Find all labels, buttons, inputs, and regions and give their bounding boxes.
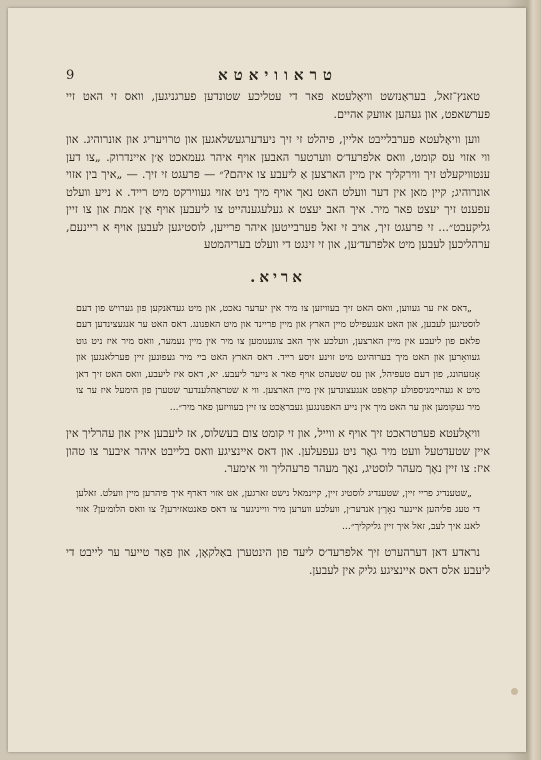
paragraph-2: ווען וויאָלעטא פערבלייבט אליין, פיהלט זי זיך ניעדערגעשלאגען און טרויעריג און אונרוהיג. און ווי אזוי עס קומט, וואס אלפרעד׳ס ווערטער האבען אויף איהר געמאכט אַ׳ן איינדרוק. „צו דען ענטוויקעלט זיך ווירקליך אין מיין הארצען אַ ליעבע צו איהם?״ — פרעגט זי זיך. — „איך בין אזוי אונרוהיג; קיין מאן אין דער וועלט האט נאך אויף מיך ניט אזוי געווירקט מיט רייד. א נייע וועלט עפענט זיך יעצט פאר מיר. איך האב יעצט א געלעגענהייט צו ליעבען אויף אַ׳ן אמת און צו זיין גליקעבט״... זי פרעגט זיך, אויב זי זאל פערבייטען איהר פרייען, לוסטיגען לעבען אויף א ריינעם, ערהליכען לעבען מיט אלפרעד׳ען, און זי זינגט די וועלט בעריהמטע <box>66 133 490 251</box>
running-title: טראוויאטא <box>218 66 338 84</box>
page-text-block <box>66 66 490 587</box>
page-stain-mark <box>511 688 518 695</box>
aria-lyrics-2: „שטענדיג פריי זיין, שטענדיג לוסטיג זיין, קיינמאל נישט זארגען, אט אזוי דארף איך פיהרען מיין וועלט. זאלען די טעג פליהען איינער נאָך׳ן אנדער׳ן, וועלכע ווערען מיר ווייניגער צו דאס פאנטאזירען? צו וואס הלומ׳ען? אזוי לאנג איך לעב, זאל איך זיין גליקליך״... <box>76 487 480 532</box>
adjacent-page-edge <box>528 0 541 760</box>
aria-lyrics-1: „דאס איז ער געווען, וואס האט זיך בעוויזען צו מיר אין יעדער נאכט, און מיט געדאנקען פון גערויש פון דעם לוסטיגען לעבען, און האט אנגעפילט מיין הארץ און מיין פריינד און מיט האפנונג. דאס האט ער אנגעצינדען דעם פלאם פון ליעבע אין מיין הארצען, וועלכע איך האב צוגענומען צו מיר אין מיין נעמער, וואס מיר איז ניט גוט געוואָרען און האט מיך בערוהיגט מיט זוינע זיסע רייד. דאס הארץ האט ביי מיר געפונען זיין פערלאנגען און אָנזעהונג, פון דעם טעפיהל, און עס שטעהט אויף פאר א נייער ליעבע. יא, דאס איז ליעבע, וואס האט זיך דאן מיט א געהיימניספולע קראַפט אנגעצונדען אין מיין הארצען. ווי א שטראַהלענדער שטערן פון הימעל איז ער צו מיר געקומען און ער האט מיך אין נייע האפנונגען געבראַכט צו זיין בעוויזען פאר מיר״... <box>76 302 480 413</box>
paragraph-4: נראדע דאן דערהערט זיך אלפרעד׳ס ליעד פון הינטערן באַלקאָן, און פאַר טייער ער לייבט די ליעבע אלס דאס איינציגע גליק אין לעבען. <box>66 546 490 577</box>
page-number: 9 <box>66 68 75 83</box>
running-head <box>66 66 490 88</box>
section-heading-aria: אריא. <box>250 267 306 286</box>
book-page <box>8 8 526 752</box>
paragraph-3: וויאָלעטא פערטראכט זיך אויף א ווייל, און זי קומט צום בעשלוס, אז ליעבען איין און עהרליך אין איין שטעדטעל וועט מיר גאָר ניט געפעלען. און דאס איינציגע וואס בלייבט איהר איבער צו טהון איז: צו זיין נאָך מעהר לוסטיג, נאָך מעהר פרעהליך ווי אימער. <box>66 427 490 475</box>
paragraph-1: טאנץ־זאל, בעראַנזשט וויאָלעטא פאר די עטליכע שטונדען פערגניגען, וואס זי האט זיי פערשאפט, און געהען אוועק אהיים. <box>66 90 490 121</box>
